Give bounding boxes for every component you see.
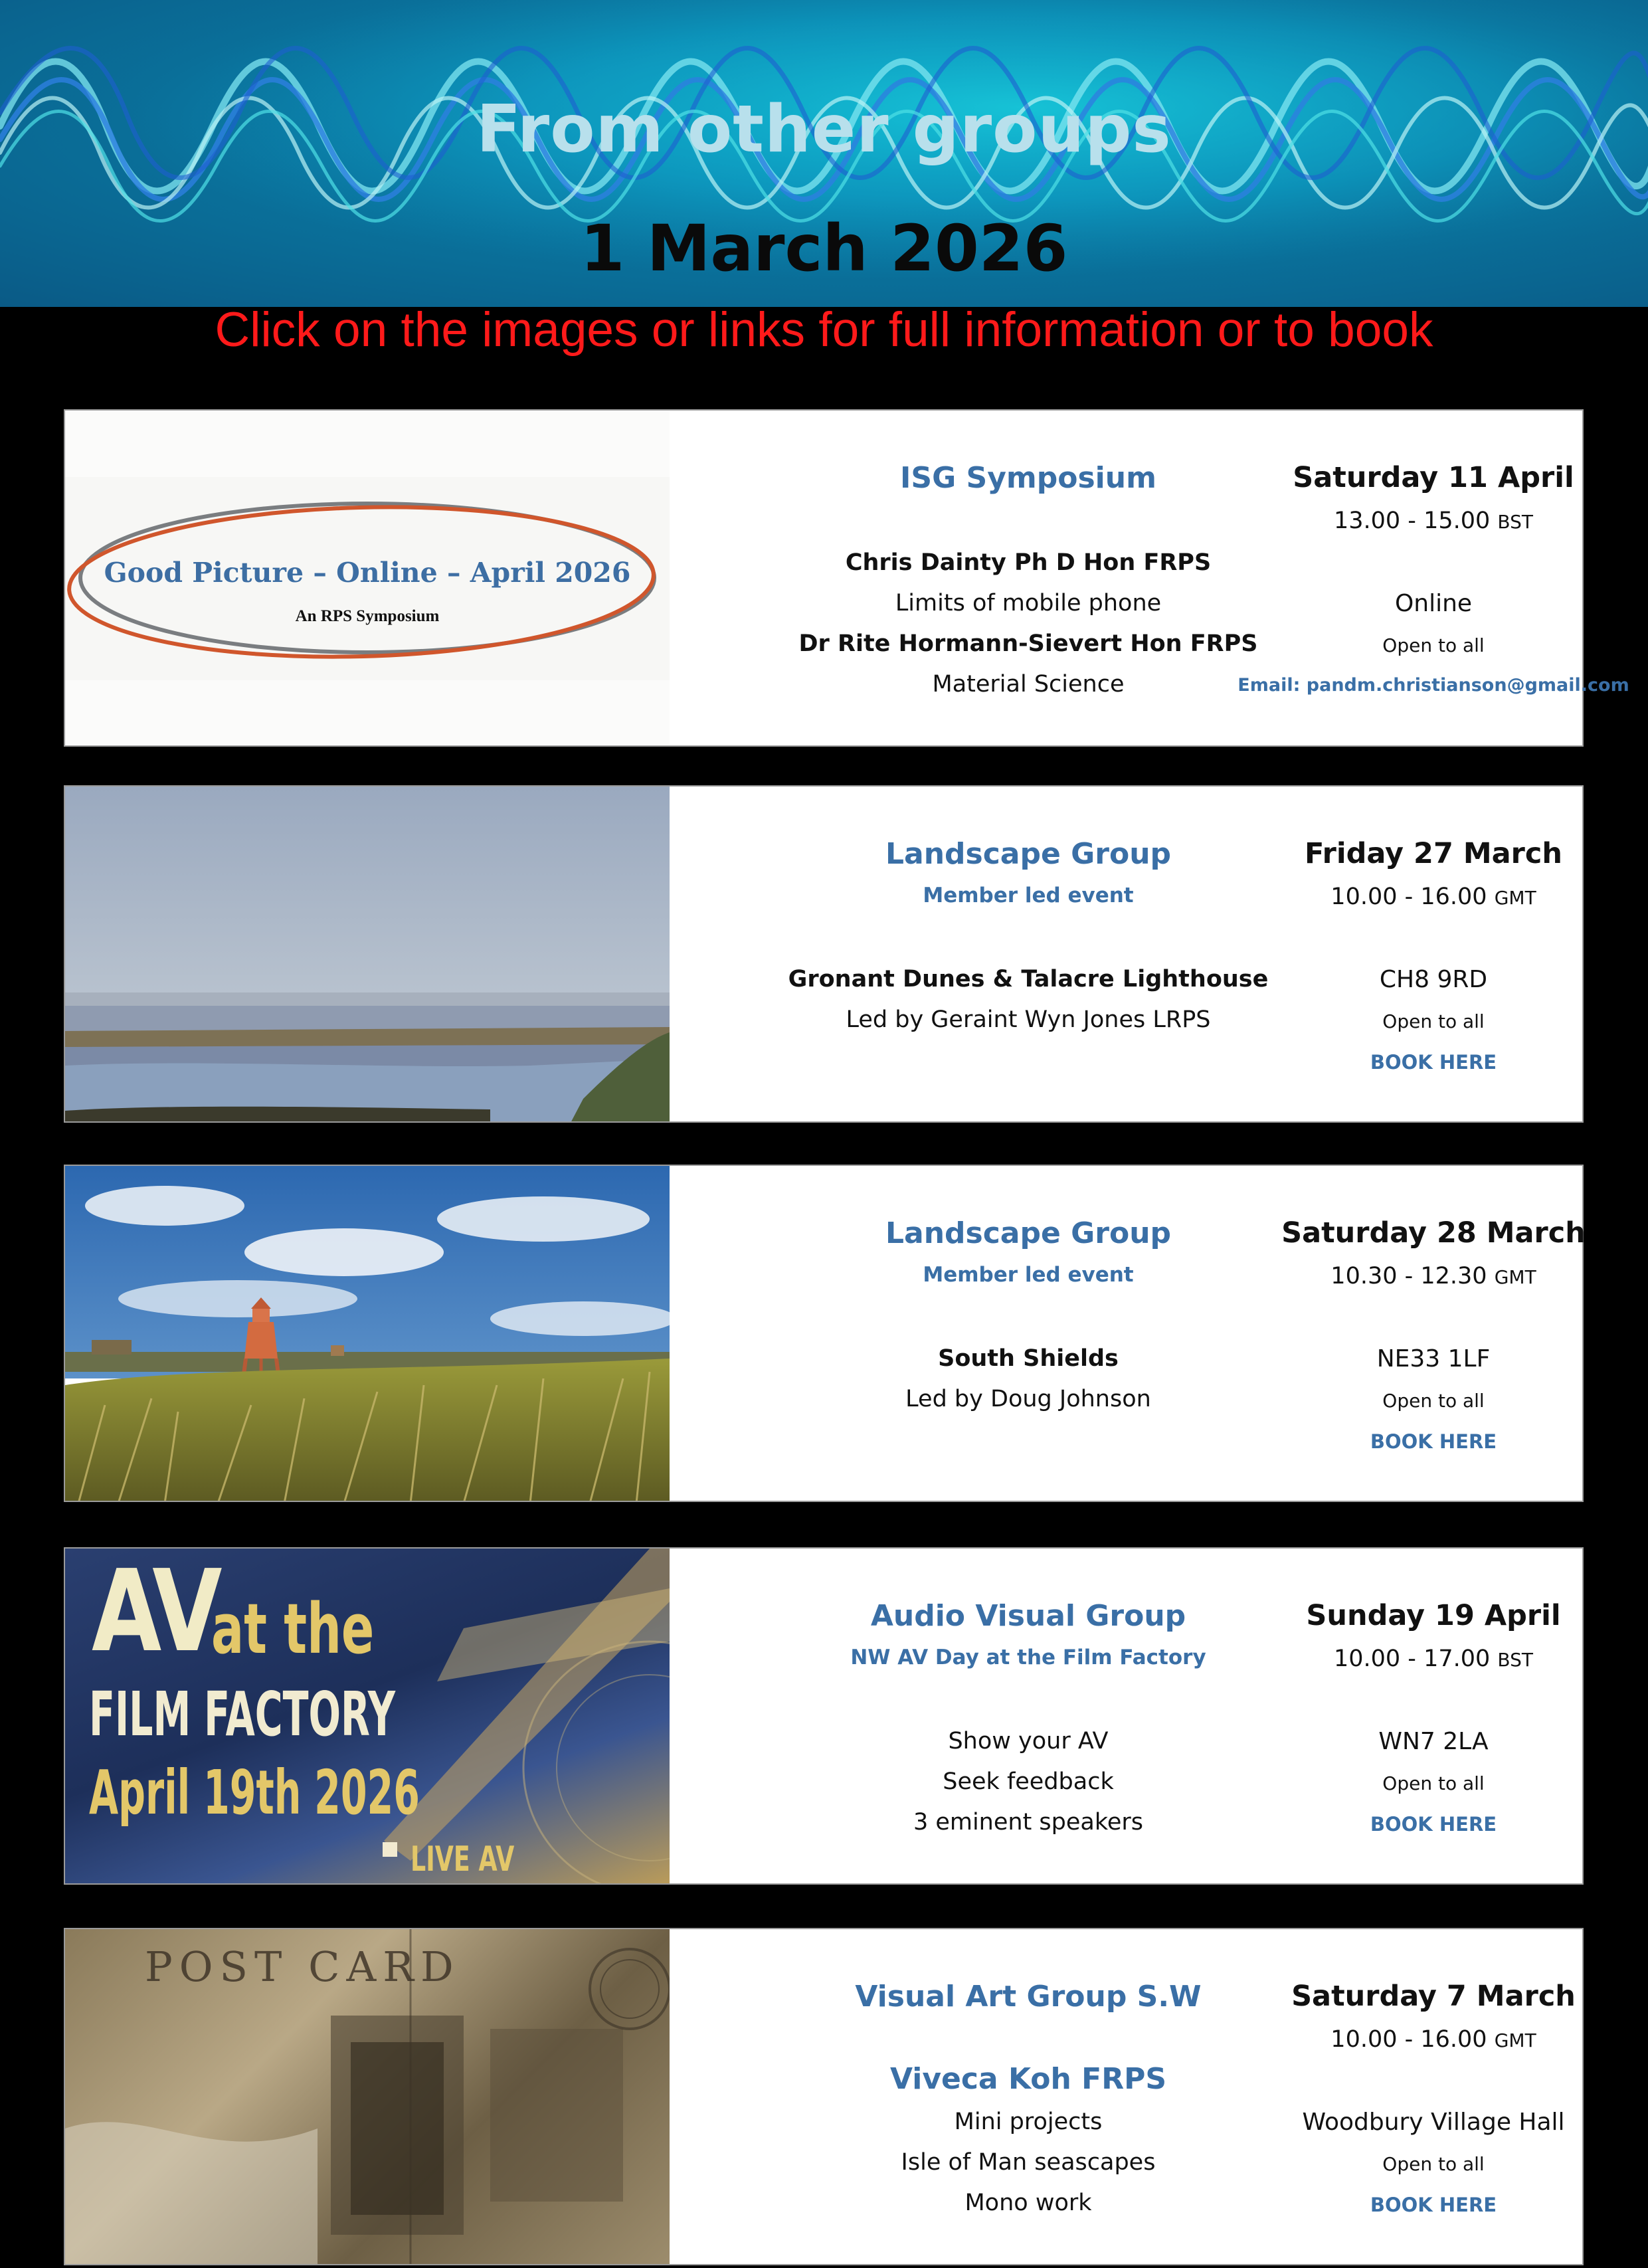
event-card-visual-art [64,1928,1584,2265]
event-when-where [1168,787,1648,1121]
event-time: 10.00 - 16.00 GMT [1330,884,1536,910]
book-here-link[interactable]: BOOK HERE [1370,1430,1497,1453]
event-venue: NE33 1LF [1376,1345,1491,1372]
event-time: 13.00 - 15.00 BST [1333,508,1533,534]
event-day: Saturday 28 March [1281,1216,1586,1250]
event-location-title: Gronant Dunes & Talacre Lighthouse [788,966,1269,992]
event-type: Member led event [923,1263,1134,1287]
event-day: Saturday 11 April [1293,461,1574,494]
talk-topic: Material Science [932,671,1125,698]
av-poster-at-the: at the [211,1588,375,1669]
event-card-isg [64,409,1629,747]
event-location-title: South Shields [938,1345,1119,1372]
event-venue: CH8 9RD [1379,966,1488,993]
symposium-logo-subtitle: An RPS Symposium [295,607,440,625]
group-name[interactable]: Visual Art Group S.W [855,1980,1202,2014]
event-access: Open to all [1382,1010,1485,1032]
event-day: Friday 27 March [1305,837,1562,870]
instruction-text: Click on the images or links for full information or to book [215,303,1433,357]
talk-topic: Mini projects [954,2109,1103,2135]
event-activity: 3 eminent speakers [913,1809,1144,1836]
av-poster-av: AV [92,1549,219,1677]
event-type: NW AV Day at the Film Factory [850,1646,1206,1669]
event-time: 10.30 - 12.30 GMT [1330,1263,1536,1289]
event-image-gronant[interactable] [65,787,670,1121]
event-leader: Led by Doug Johnson [905,1386,1151,1412]
event-image-visual-art[interactable] [65,1929,670,2264]
event-image-isg[interactable] [65,411,670,745]
event-type: Member led event [923,884,1134,907]
av-poster-badge: LIVE AV [411,1840,515,1879]
av-poster-date: April 19th 2026 [89,1757,420,1828]
book-here-link[interactable]: BOOK HERE [1370,1051,1497,1074]
symposium-logo-title: Good Picture – Online – April 2026 [104,557,631,589]
postcard-heading: POST CARD [145,1942,460,1991]
group-name[interactable]: Landscape Group [885,1216,1172,1250]
event-access: Open to all [1382,1390,1485,1412]
event-day: Saturday 7 March [1291,1980,1576,2013]
event-when-where [1168,1166,1648,1501]
talk-topic: Limits of mobile phone [895,590,1162,616]
header-banner [0,0,1648,307]
lighthouse-photo [65,1166,670,1501]
event-access: Open to all [1382,1772,1485,1794]
event-card-landscape-gronant [64,785,1584,1123]
event-time: 10.00 - 16.00 GMT [1330,2026,1536,2053]
event-when-where [1168,411,1648,745]
event-time: 10.00 - 17.00 BST [1333,1646,1533,1672]
talk-topic: Isle of Man seascapes [901,2149,1156,2176]
event-image-south-shields[interactable] [65,1166,670,1501]
event-day: Sunday 19 April [1306,1599,1561,1632]
event-leader: Led by Geraint Wyn Jones LRPS [846,1006,1211,1033]
event-card-audio-visual [64,1547,1584,1885]
page-title: From other groups [476,92,1172,167]
group-name[interactable]: Audio Visual Group [870,1599,1186,1633]
book-here-link[interactable]: BOOK HERE [1370,2194,1497,2216]
av-poster-film-factory: FILM FACTORY [89,1679,396,1750]
talk-topic: Mono work [964,2190,1092,2216]
event-when-where [1168,1549,1648,1883]
group-name[interactable]: Landscape Group [885,837,1172,871]
book-here-link[interactable]: BOOK HERE [1370,1813,1497,1836]
event-venue: Woodbury Village Hall [1302,2109,1565,2136]
event-activity: Seek feedback [943,1768,1114,1795]
event-image-av[interactable] [65,1549,670,1883]
event-venue: Online [1394,590,1473,617]
estuary-photo [65,787,670,1121]
event-when-where [1168,1929,1648,2264]
event-card-landscape-south-shields [64,1165,1584,1502]
speaker-name: Dr Rite Hormann-Sievert Hon FRPS [798,630,1258,657]
event-access: Open to all [1382,634,1485,656]
contact-email-link[interactable]: Email: pandm.christianson@gmail.com [1237,675,1629,696]
event-activity: Show your AV [948,1728,1109,1754]
issue-date: 1 March 2026 [580,211,1068,286]
event-access: Open to all [1382,2153,1485,2175]
speaker-name: Chris Dainty Ph D Hon FRPS [845,549,1212,576]
event-venue: WN7 2LA [1378,1728,1489,1755]
speaker-name: Viveca Koh FRPS [889,2062,1167,2096]
group-name[interactable]: ISG Symposium [900,461,1156,495]
